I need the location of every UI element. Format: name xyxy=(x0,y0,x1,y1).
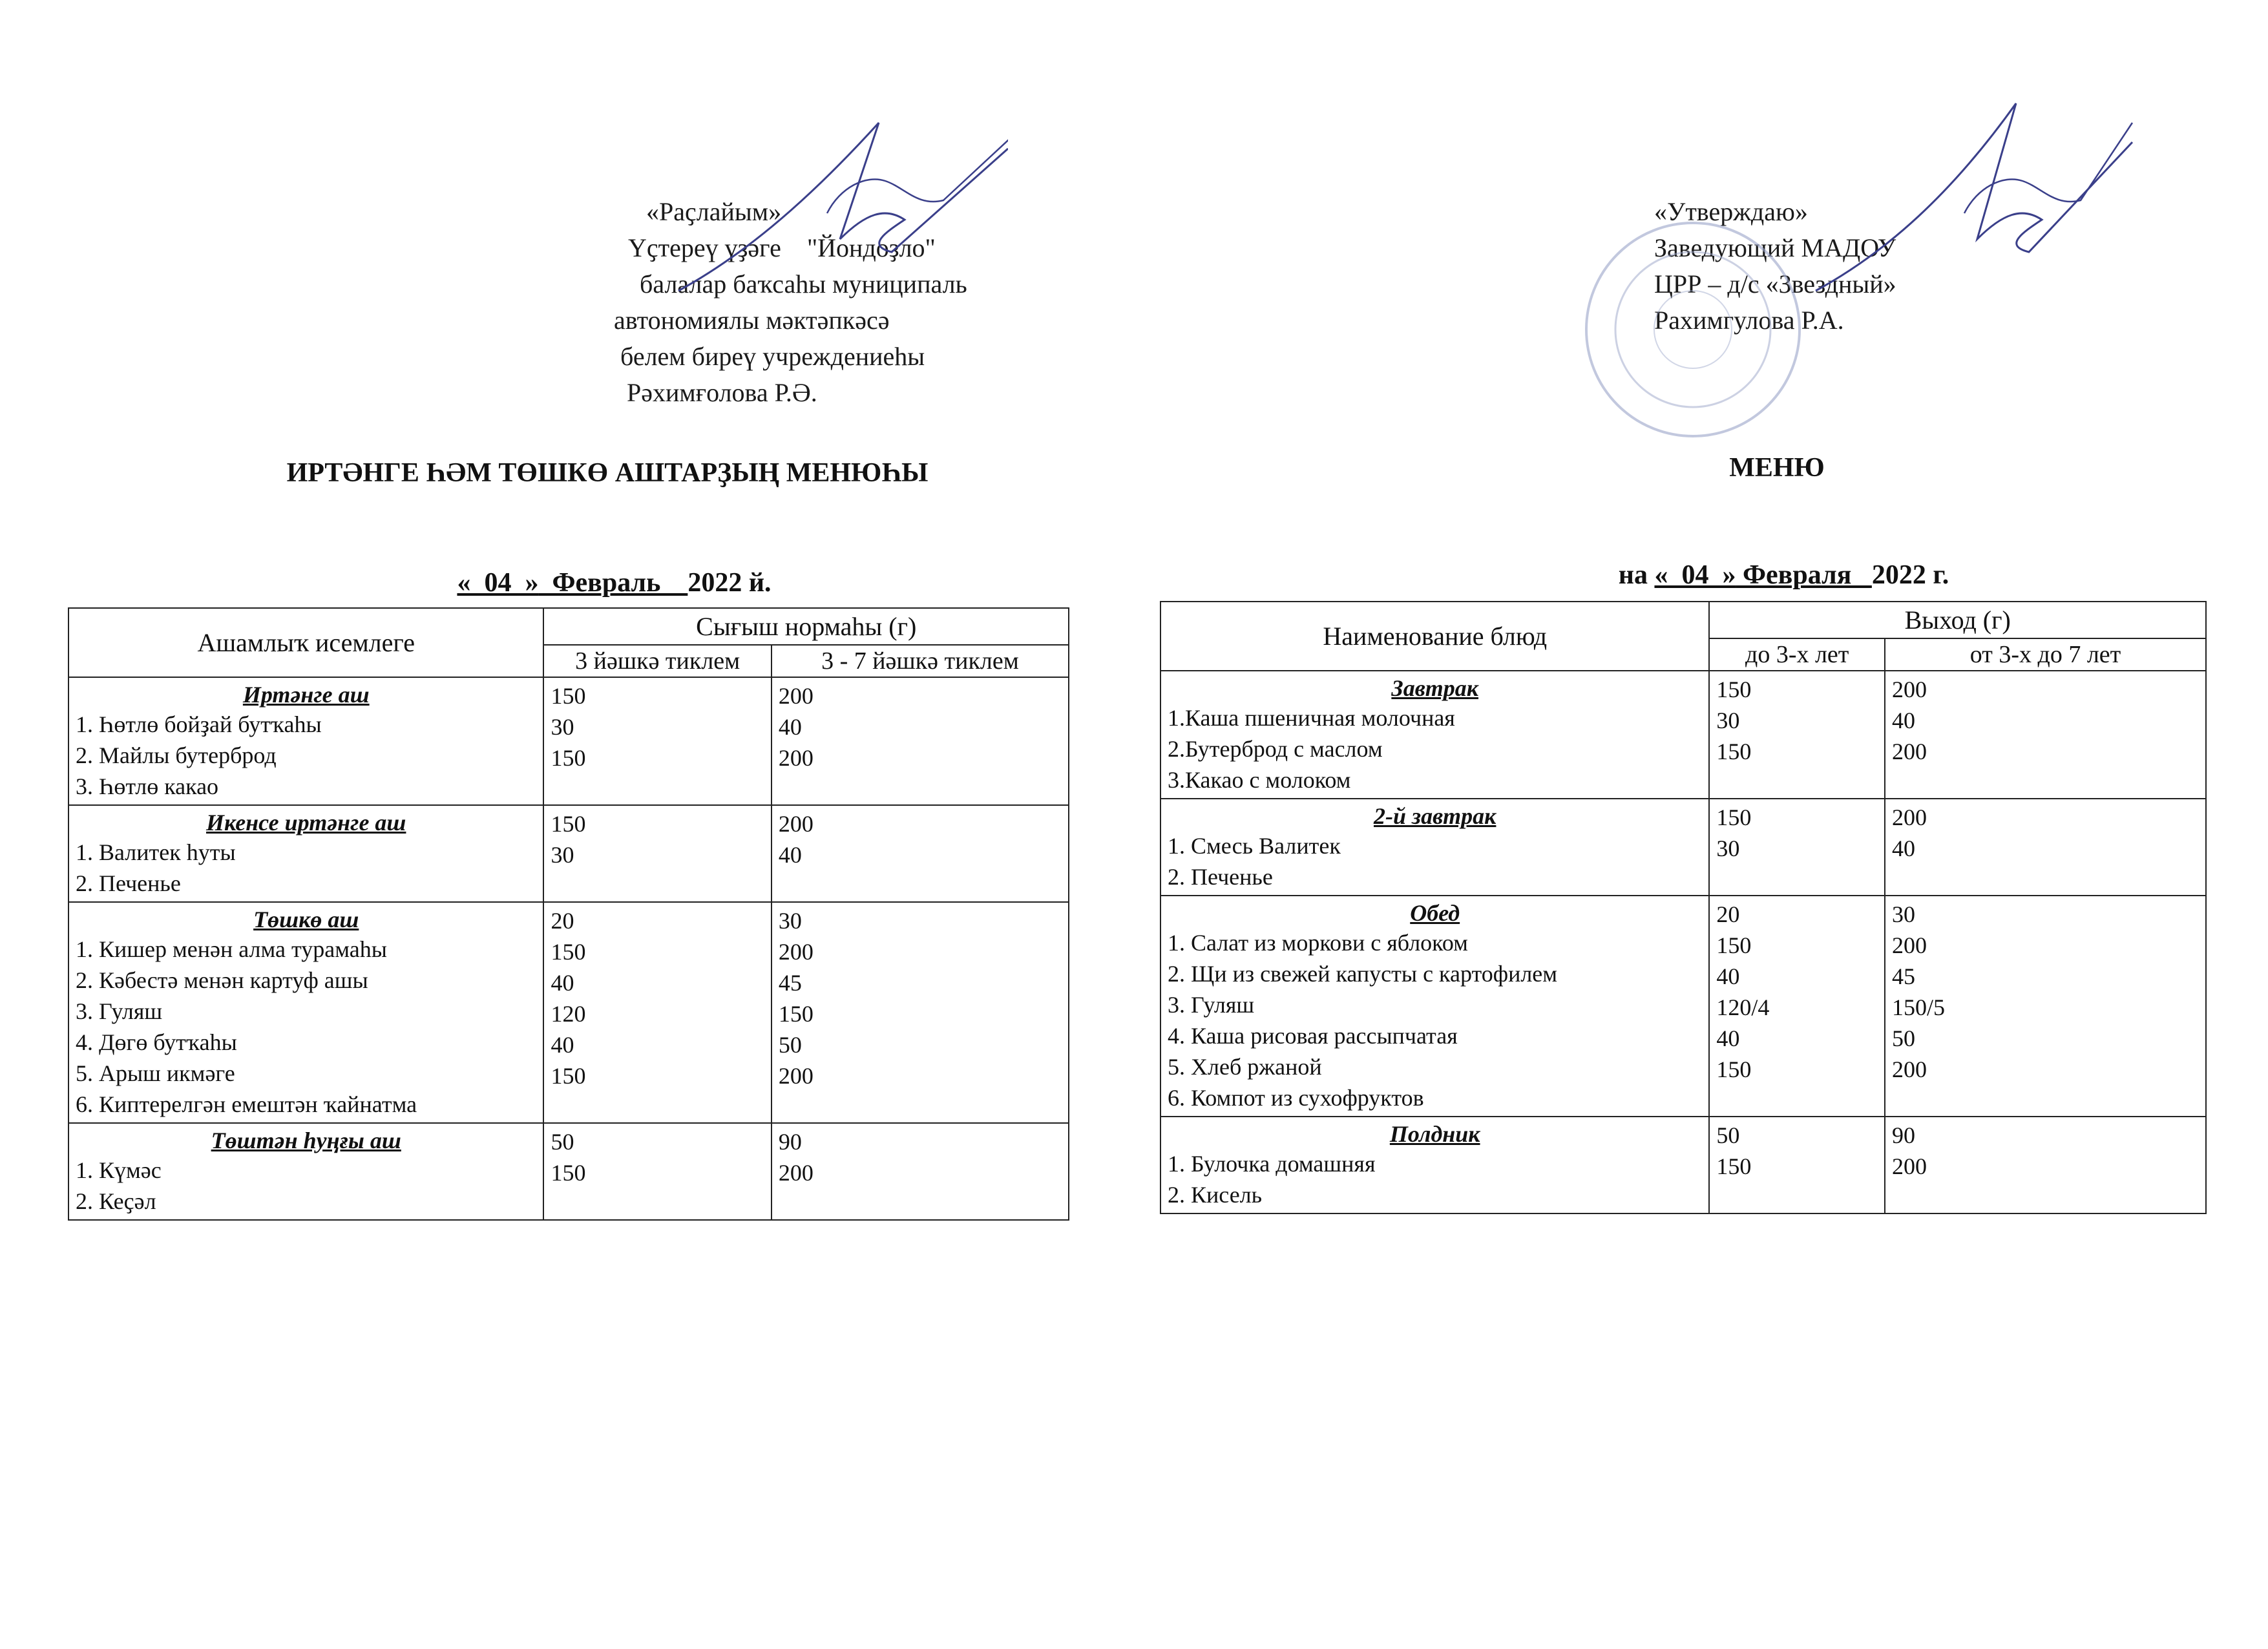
portion-value: 200 xyxy=(1891,677,1927,702)
dish-name: 3.Какао с молоком xyxy=(1168,767,1351,793)
right-signature-image xyxy=(1809,97,2145,304)
portion-value: 30 xyxy=(1716,708,1740,733)
right-approval-line: «Утверждаю» xyxy=(1654,197,1808,226)
portion-value: 200 xyxy=(1891,804,1927,830)
section-title: Иртәнге аш xyxy=(242,682,370,708)
left-approval-line: автономиялы мәктәпкәсә xyxy=(614,306,890,335)
portion-value: 20 xyxy=(1716,901,1740,927)
dish-name: 2. Печенье xyxy=(1168,864,1273,890)
right-menu-title: МЕНЮ xyxy=(1729,453,1825,483)
section-title: Төштән һуңғы аш xyxy=(211,1128,401,1153)
dish-name: 3. Гуляш xyxy=(1168,992,1255,1018)
right-date-year: 2022 г. xyxy=(1871,560,1949,590)
portion-value: 30 xyxy=(551,714,574,740)
left-approval-line: Рәхимғолова Р.Ә. xyxy=(620,378,817,407)
right-col-age2-header: от 3-х до 7 лет xyxy=(1885,638,2206,671)
left-col-age2-header: 3 - 7 йәшкә тиклем xyxy=(772,645,1069,677)
portion-value: 40 xyxy=(778,842,802,868)
portion-value: 200 xyxy=(778,745,814,771)
left-date-year: 2022 й. xyxy=(688,568,772,598)
portion-value: 200 xyxy=(778,1063,814,1089)
table-row xyxy=(68,902,1069,1123)
right-menu-table xyxy=(1160,601,2207,1214)
dish-name: 6. Компот из сухофруктов xyxy=(1168,1085,1424,1111)
portion-value: 45 xyxy=(1891,963,1915,989)
portion-value: 150 xyxy=(551,939,586,965)
left-approval-line: белем биреү учреждениеһы xyxy=(620,342,925,371)
section-title: 2-й завтрак xyxy=(1374,803,1496,829)
dish-name: 2. Кеҫәл xyxy=(76,1188,156,1214)
portion-value: 40 xyxy=(551,970,574,996)
right-approval-line: Заведующий МАДОУ xyxy=(1654,233,1896,262)
dish-name: 3. Гуляш xyxy=(76,998,163,1024)
left-date-day: « 04 » xyxy=(457,568,539,598)
portion-value: 150 xyxy=(551,811,586,837)
portion-value: 150 xyxy=(1716,1056,1752,1082)
section-title: Завтрак xyxy=(1391,675,1479,701)
portion-value: 40 xyxy=(778,714,802,740)
portion-value: 90 xyxy=(1891,1122,1915,1148)
right-approval-line: ЦРР – д/с «Звездный» xyxy=(1654,269,1896,299)
portion-value: 150 xyxy=(1716,677,1752,702)
portion-value: 30 xyxy=(778,908,802,934)
left-menu-title: ИРТӘНГЕ ҺӘМ ТӨШКӨ АШТАРҘЫҢ МЕНЮҺЫ xyxy=(286,458,929,488)
right-menu-date xyxy=(1389,529,2165,591)
portion-value: 120 xyxy=(551,1001,586,1027)
portion-value: 150 xyxy=(778,1001,814,1027)
table-row xyxy=(1160,671,2206,799)
portion-value: 90 xyxy=(778,1129,802,1155)
dish-name: 6. Киптерелгән емештән ҡайнатма xyxy=(76,1091,417,1117)
portion-value: 200 xyxy=(1891,1153,1927,1179)
portion-value: 150/5 xyxy=(1891,994,1945,1020)
left-signature-image xyxy=(672,97,1008,304)
portion-value: 45 xyxy=(778,970,802,996)
portion-value: 150 xyxy=(551,745,586,771)
portion-value: 40 xyxy=(1891,835,1915,861)
table-row xyxy=(68,1123,1069,1220)
section-title: Полдник xyxy=(1389,1121,1480,1147)
left-approval-line: «Раҫлайым» xyxy=(646,197,782,226)
portion-value: 50 xyxy=(1891,1025,1915,1051)
dish-name: 1.Каша пшеничная молочная xyxy=(1168,705,1455,731)
left-menu-table xyxy=(68,607,1069,1221)
dish-name: 2. Майлы бутерброд xyxy=(76,742,277,768)
right-col-yield-header: Выход (г) xyxy=(1709,602,2206,638)
right-col-age1-header: до 3-х лет xyxy=(1709,638,1885,671)
portion-value: 40 xyxy=(551,1032,574,1058)
portion-value: 150 xyxy=(551,683,586,709)
portion-value: 150 xyxy=(1716,804,1752,830)
table-row xyxy=(68,677,1069,805)
dish-name: 2. Печенье xyxy=(76,870,181,896)
dish-name: 1. Смесь Валитек xyxy=(1168,833,1341,859)
portion-value: 200 xyxy=(778,939,814,965)
portion-value: 40 xyxy=(1716,963,1740,989)
left-col-age1-header: 3 йәшкә тиклем xyxy=(543,645,771,677)
portion-value: 20 xyxy=(551,908,574,934)
section-title: Обед xyxy=(1410,900,1460,926)
dish-name: 1. Булочка домашняя xyxy=(1168,1151,1376,1177)
dish-name: 1. Һөтлө бойҙай бутҡаһы xyxy=(76,711,322,737)
dish-name: 4. Каша рисовая рассыпчатая xyxy=(1168,1023,1458,1049)
section-title: Төшкө аш xyxy=(253,907,359,932)
portion-value: 200 xyxy=(778,683,814,709)
dish-name: 4. Дөгө бутҡаһы xyxy=(76,1029,237,1055)
dish-name: 5. Хлеб ржаной xyxy=(1168,1054,1322,1080)
portion-value: 30 xyxy=(1716,835,1740,861)
portion-value: 150 xyxy=(1716,932,1752,958)
portion-value: 200 xyxy=(778,1160,814,1186)
right-date-day: « 04 » xyxy=(1654,560,1736,590)
table-row xyxy=(1160,896,2206,1117)
dish-name: 2. Кисель xyxy=(1168,1182,1263,1208)
table-row xyxy=(68,805,1069,902)
portion-value: 30 xyxy=(1891,901,1915,927)
right-approval-line: Рахимгулова Р.А. xyxy=(1654,306,1844,335)
portion-value: 150 xyxy=(551,1160,586,1186)
right-date-month: Февраля xyxy=(1736,560,1872,590)
portion-value: 150 xyxy=(1716,739,1752,764)
portion-value: 30 xyxy=(551,842,574,868)
dish-name: 1. Валитек һуты xyxy=(76,839,236,865)
portion-value: 200 xyxy=(778,811,814,837)
portion-value: 40 xyxy=(1891,708,1915,733)
portion-value: 200 xyxy=(1891,739,1927,764)
portion-value: 50 xyxy=(551,1129,574,1155)
left-date-month: Февраль xyxy=(538,568,688,598)
portion-value: 200 xyxy=(1891,1056,1927,1082)
portion-value: 150 xyxy=(1716,1153,1752,1179)
table-row xyxy=(1160,1117,2206,1213)
left-menu-date xyxy=(129,536,1086,598)
left-col-yield-header: Сығыш нормаһы (г) xyxy=(543,608,1069,645)
official-stamp-image xyxy=(1577,213,1809,446)
portion-value: 40 xyxy=(1716,1025,1740,1051)
dish-name: 5. Арыш икмәге xyxy=(76,1060,235,1086)
dish-name: 1. Кишер менән алма турамаһы xyxy=(76,936,387,962)
left-col-name-header: Ашамлыҡ исемлеге xyxy=(68,608,543,677)
portion-value: 50 xyxy=(778,1032,802,1058)
dish-name: 3. Һөтлө какао xyxy=(76,773,219,799)
right-date-prefix: на xyxy=(1618,560,1655,590)
dish-name: 1. Күмәс xyxy=(76,1157,162,1183)
left-approval-line: Үҫтереү үҙәге "Йондоҙло" xyxy=(628,233,936,262)
portion-value: 120/4 xyxy=(1716,994,1770,1020)
portion-value: 150 xyxy=(551,1063,586,1089)
table-row xyxy=(1160,799,2206,896)
portion-value: 200 xyxy=(1891,932,1927,958)
dish-name: 1. Салат из моркови с яблоком xyxy=(1168,930,1468,956)
dish-name: 2. Кәбестә менән картуф ашы xyxy=(76,967,368,993)
left-approval-line: балалар баҡсаһы муниципаль xyxy=(620,269,967,299)
dish-name: 2.Бутерброд с маслом xyxy=(1168,736,1383,762)
section-title: Икенсе иртәнге аш xyxy=(206,810,406,835)
dish-name: 2. Щи из свежей капусты с картофилем xyxy=(1168,961,1558,987)
right-col-name-header: Наименование блюд xyxy=(1160,602,1709,671)
portion-value: 50 xyxy=(1716,1122,1740,1148)
